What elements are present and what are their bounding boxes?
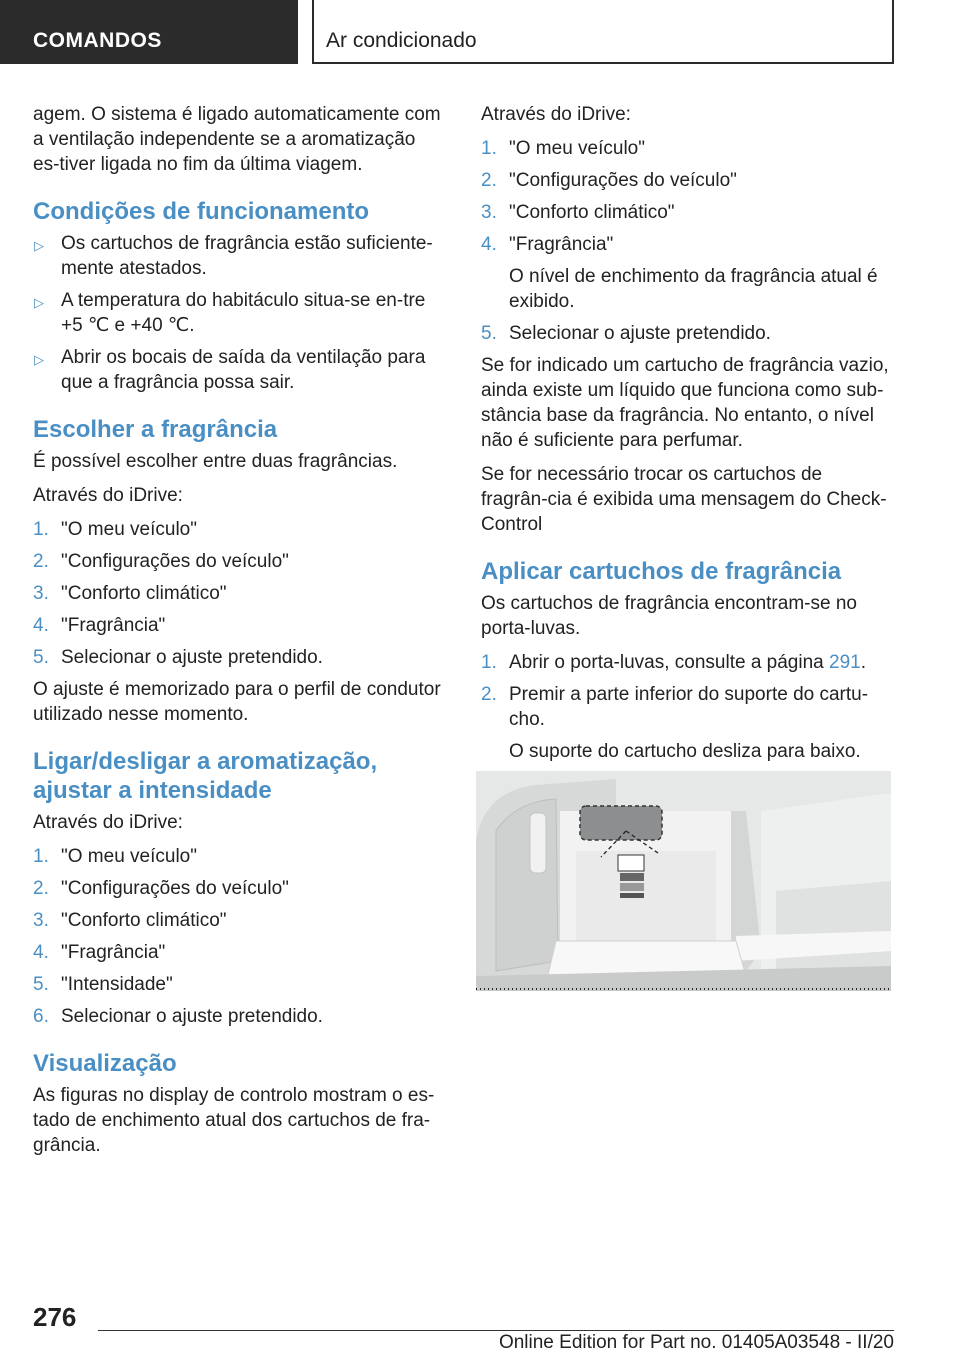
- list-item: 2. "Configurações do veículo": [33, 878, 289, 899]
- triangle-bullet-icon: ▷: [34, 238, 44, 253]
- triangle-bullet-icon: ▷: [34, 352, 44, 367]
- list-item: 3. "Conforto climático": [33, 910, 227, 931]
- glovebox-drawing: [476, 771, 891, 991]
- paragraph: Através do iDrive:: [481, 104, 631, 125]
- list-item: 1. "O meu veículo": [481, 138, 645, 159]
- cartridge-holder-highlight: [580, 806, 662, 840]
- section-tab: [0, 0, 298, 64]
- page-number: 276: [33, 1302, 77, 1332]
- edition-note: Online Edition for Part no. 01405A03548 - II/20: [498, 1332, 894, 1353]
- heading-operating-conditions: Condições de funcionamento: [33, 198, 370, 225]
- list-item: ▷ Abrir os bocais de saída da ventilação para que a fragrância possa sair.: [34, 347, 426, 393]
- list-item: 4. "Fragrância": [33, 615, 166, 636]
- conditions-list: [33, 231, 443, 395]
- list-item: 1. Abrir o porta-luvas, consulte a página 291.: [481, 652, 866, 673]
- list-item: ▷ A temperatura do habitáculo situa-se en-tre +5 ℃ e +40 ℃.: [34, 290, 426, 336]
- list-item: 1. "O meu veículo": [33, 846, 197, 867]
- paragraph: As figuras no display de controlo mostram o es-tado de enchimento atual dos cartuchos de fra-grância.: [33, 1085, 435, 1156]
- paragraph: Os cartuchos de fragrância encontram-se no porta-luvas.: [481, 593, 857, 639]
- triangle-bullet-icon: ▷: [34, 295, 44, 310]
- list-item: 2. Premir a parte inferior do suporte do cartu-cho. O suporte do cartucho desliza para baixo.: [481, 682, 891, 764]
- chapter-title: Ar condicionado: [326, 29, 477, 52]
- steps-choose-fragrance: [33, 517, 443, 670]
- list-item: 6. Selecionar o ajuste pretendido.: [33, 1006, 323, 1027]
- step-note: O nível de enchimento da fragrância atual é exibido.: [509, 266, 878, 312]
- page-reference-link[interactable]: 291: [829, 652, 861, 673]
- list-item: 5. Selecionar o ajuste pretendido.: [33, 647, 323, 668]
- list-item: 2. "Configurações do veículo": [481, 170, 737, 191]
- step-note: O suporte do cartucho desliza para baixo.: [509, 741, 861, 762]
- steps-intensity: [33, 844, 443, 1029]
- heading-choose-fragrance: Escolher a fragrância: [33, 416, 278, 443]
- paragraph: É possível escolher entre duas fragrâncias.: [33, 451, 398, 472]
- footer-divider: [98, 1330, 894, 1331]
- list-item: 5. "Intensidade": [33, 974, 173, 995]
- list-item: 3. "Conforto climático": [481, 202, 675, 223]
- list-item: 4. "Fragrância" O nível de enchimento da fragrância atual é exibido.: [481, 232, 891, 314]
- section-title: COMANDOS: [33, 29, 162, 52]
- glovebox-illustration: [476, 771, 891, 991]
- paragraph: Se for indicado um cartucho de fragrância vazio, ainda existe um líquido que funciona como sub-stância base da fragrância. No entanto, o nível não é suficiente para perfumar.: [481, 355, 889, 451]
- paragraph: Através do iDrive:: [33, 485, 183, 506]
- list-item: 4. "Fragrância": [33, 942, 166, 963]
- list-item: 3. "Conforto climático": [33, 583, 227, 604]
- list-item: 2. "Configurações do veículo": [33, 551, 289, 572]
- intro-paragraph: agem. O sistema é ligado automaticamente com a ventilação independente se a aromatização es-tiver ligada no fim da última viagem.: [33, 104, 441, 175]
- list-item: 1. "O meu veículo": [33, 519, 197, 540]
- heading-display: Visualização: [33, 1050, 177, 1077]
- left-column: [33, 102, 443, 1167]
- paragraph: O ajuste é memorizado para o perfil de condutor utilizado nesse momento.: [33, 679, 441, 725]
- list-item: ▷ Os cartuchos de fragrância estão suficiente-mente atestados.: [34, 233, 433, 279]
- paragraph: Se for necessário trocar os cartuchos de fragrân-cia é exibida uma mensagem do Check-Control: [481, 464, 887, 535]
- right-column: [481, 102, 891, 771]
- paragraph: Através do iDrive:: [33, 812, 183, 833]
- chapter-tab: [312, 0, 894, 64]
- heading-toggle-aromatization: Ligar/desligar a aromatização, ajustar a intensidade: [33, 748, 378, 804]
- steps-insert-cartridges: [481, 650, 891, 764]
- heading-insert-cartridges: Aplicar cartuchos de fragrância: [481, 558, 842, 585]
- list-item: 5. Selecionar o ajuste pretendido.: [481, 323, 771, 344]
- steps-fill-level: [481, 136, 891, 346]
